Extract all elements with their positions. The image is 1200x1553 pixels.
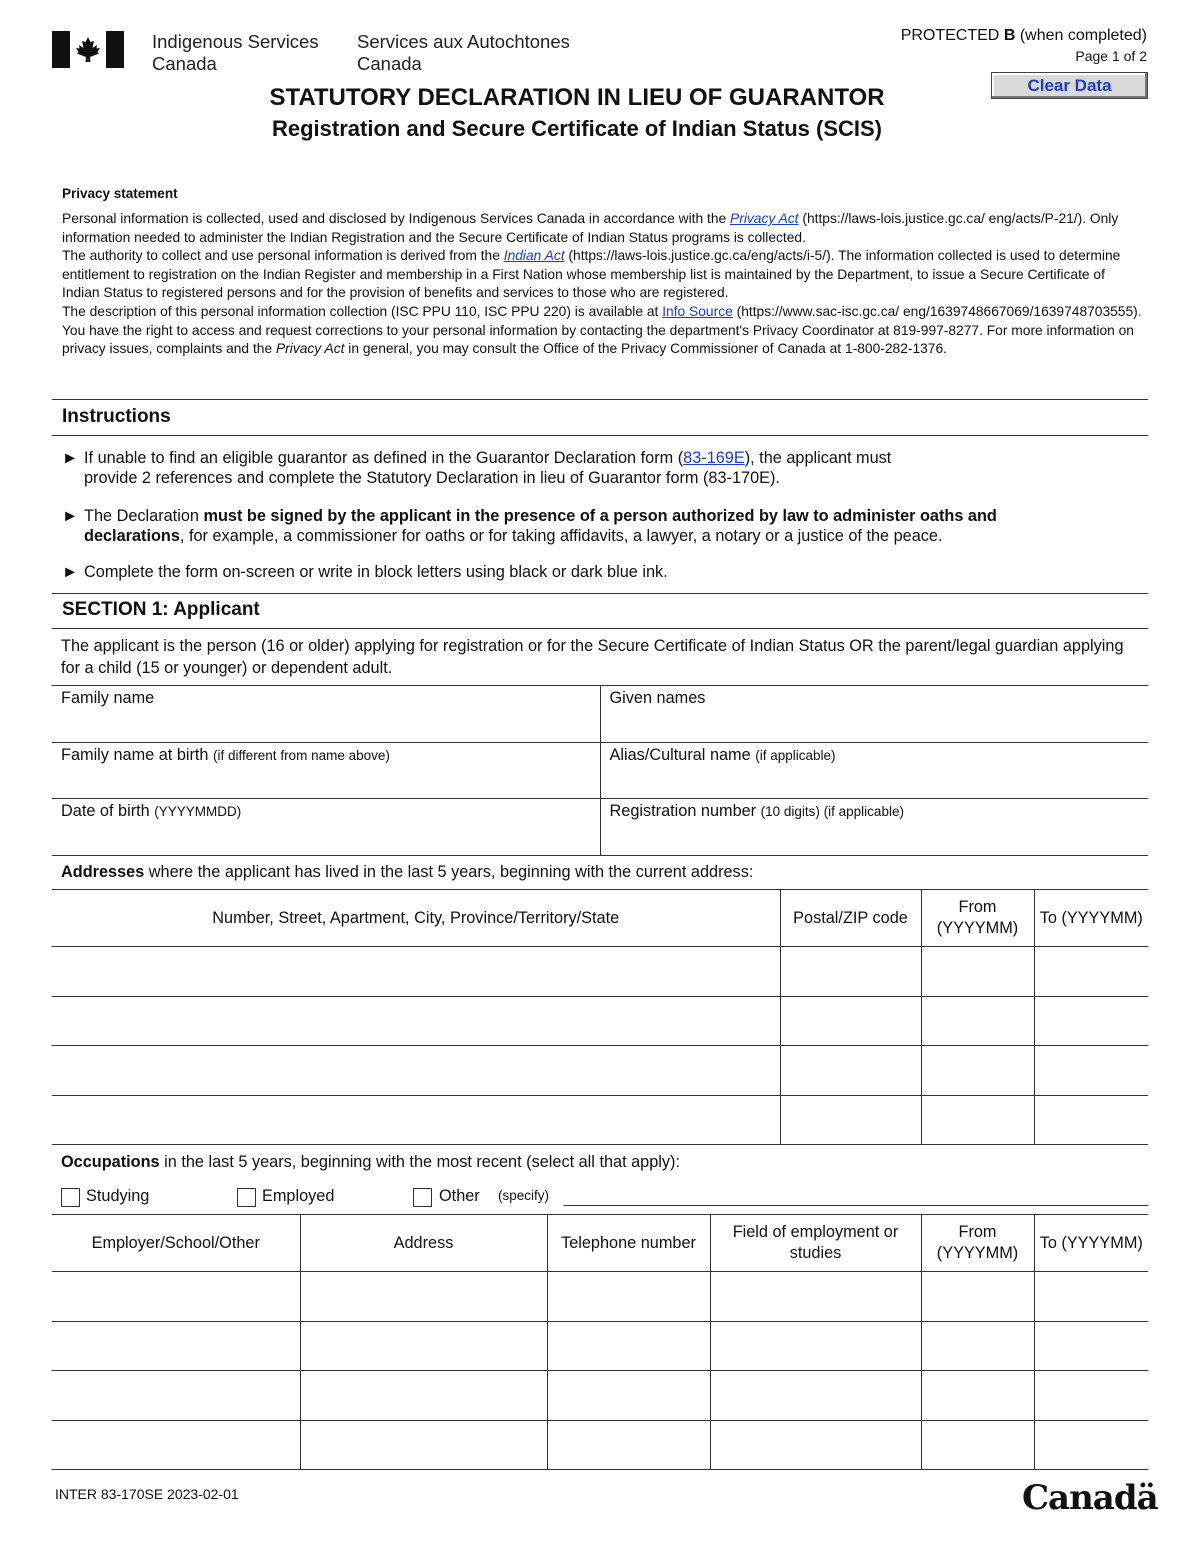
table-row: [52, 1371, 1148, 1421]
col-from: From (YYYYMM): [921, 1215, 1034, 1272]
other-label: Other: [439, 1187, 480, 1205]
form-code: INTER 83-170SE 2023-02-01: [55, 1486, 239, 1502]
form-subtitle: Registration and Secure Certificate of Indian Status (SCIS): [272, 116, 882, 141]
instruction-item: ► If unable to find an eligible guarantor as defined in the Guarantor Declaration form (83-169E), the applicant must provide 2 references and complete the Statutory Declaration in lieu of Guarantor form (83-170E).: [62, 449, 892, 487]
to-cell[interactable]: [1034, 1371, 1148, 1421]
instructions-heading: Instructions: [62, 406, 171, 427]
address-cell[interactable]: [52, 947, 780, 997]
postal-cell[interactable]: [780, 1095, 921, 1145]
other-specify-input[interactable]: [564, 1205, 1148, 1206]
to-cell[interactable]: [1034, 1095, 1148, 1145]
section1-intro: The applicant is the person (16 or older) applying for registration or for the Secure Certificate of Indian Status OR the parent/legal guardian applying for a child (15 or younger) or dependent adult.: [61, 637, 1124, 677]
col-employer: Employer/School/Other: [52, 1215, 300, 1272]
privacy-statement: Personal information is collected, used and disclosed by Indigenous Services Canada in accordance with the Privacy Act (https://laws-lois.justice.gc.ca/ eng/acts/P-21/). Only information needed to administer the Indian Registration and the Secure Certificate of Indian Status programs is collected. The authority to collect and use personal information is derived from the Indian Act (https://laws-lois.justice.gc.ca/eng/acts/i-5/). The information collected is used to determine entitlement to registration on the Indian Register and membership in a First Nation whose membership list is maintained by the Department, to issue a Secure Certificate of Indian Status to registered persons and for the provision of benefits and services to those who are registered. The description of this personal information collection (ISC PPU 110, ISC PPU 220) is available at Info Source (https://www.sac-isc.gc.ca/ eng/1639748667069/1639748703555). You have the right to access and request corrections to your personal information by contacting the department's Privacy Coordinator at 819-997-8277. For more information on privacy issues, complaints and the Privacy Act in general, you may consult the Office of the Privacy Commissioner of Canada at 1-800-282-1376.: [62, 211, 1142, 357]
col-address: Address: [300, 1215, 547, 1272]
to-cell[interactable]: [1034, 1272, 1148, 1322]
address-cell[interactable]: [52, 1095, 780, 1145]
to-cell[interactable]: [1034, 947, 1148, 997]
privacy-heading: Privacy statement: [62, 186, 178, 201]
canada-flag-logo: [52, 31, 124, 68]
employer-cell[interactable]: [52, 1371, 300, 1421]
from-cell[interactable]: [921, 947, 1034, 997]
registration-number-field[interactable]: Registration number (10 digits) (if applicable): [600, 799, 1148, 856]
department-name-english: Indigenous Services Canada: [152, 31, 319, 74]
studying-label: Studying: [86, 1187, 150, 1205]
to-cell[interactable]: [1034, 1420, 1148, 1470]
info-source-link[interactable]: Info Source: [662, 303, 733, 319]
employer-cell[interactable]: [52, 1321, 300, 1371]
telephone-cell[interactable]: [547, 1420, 710, 1470]
field-cell[interactable]: [710, 1272, 921, 1322]
employed-label: Employed: [262, 1187, 335, 1205]
address-cell[interactable]: [300, 1371, 547, 1421]
postal-cell[interactable]: [780, 1046, 921, 1096]
applicant-info-table: [52, 685, 1148, 856]
col-from: From (YYYYMM): [921, 890, 1034, 947]
address-cell[interactable]: [300, 1321, 547, 1371]
from-cell[interactable]: [921, 1272, 1034, 1322]
col-address: Number, Street, Apartment, City, Province/Territory/State: [52, 890, 780, 947]
instruction-item: ► Complete the form on-screen or write in block letters using black or dark blue ink.: [62, 563, 668, 581]
from-cell[interactable]: [921, 1046, 1034, 1096]
clear-data-button[interactable]: Clear Data: [991, 72, 1148, 99]
section1-heading: SECTION 1: Applicant: [62, 599, 260, 620]
from-cell[interactable]: [921, 1420, 1034, 1470]
table-row: [52, 1272, 1148, 1322]
address-cell[interactable]: [52, 1046, 780, 1096]
date-of-birth-field[interactable]: Date of birth (YYYYMMDD): [52, 799, 600, 856]
col-postal-code: Postal/ZIP code: [780, 890, 921, 947]
studying-checkbox[interactable]: [61, 1188, 80, 1207]
occupations-table: [52, 1214, 1148, 1470]
from-cell[interactable]: [921, 1321, 1034, 1371]
from-cell[interactable]: [921, 1095, 1034, 1145]
from-cell[interactable]: [921, 996, 1034, 1046]
divider: [52, 628, 1148, 629]
indian-act-link[interactable]: Indian Act: [503, 248, 565, 264]
form-title: STATUTORY DECLARATION IN LIEU OF GUARANTOR: [269, 84, 885, 111]
table-row: [52, 996, 1148, 1046]
other-checkbox[interactable]: [413, 1188, 432, 1207]
address-cell[interactable]: [52, 996, 780, 1046]
addresses-label: Addresses where the applicant has lived in the last 5 years, beginning with the current address:: [61, 863, 754, 881]
to-cell[interactable]: [1034, 996, 1148, 1046]
page-indicator: Page 1 of 2: [1075, 48, 1147, 64]
family-name-at-birth-field[interactable]: Family name at birth (if different from name above): [52, 742, 600, 799]
telephone-cell[interactable]: [547, 1371, 710, 1421]
divider: [52, 399, 1148, 400]
specify-label: (specify): [498, 1188, 550, 1203]
table-row: [52, 947, 1148, 997]
postal-cell[interactable]: [780, 947, 921, 997]
field-cell[interactable]: [710, 1371, 921, 1421]
protected-label: PROTECTED B (when completed): [900, 27, 1147, 44]
addresses-table: [52, 889, 1148, 1145]
employed-checkbox[interactable]: [237, 1188, 256, 1207]
divider: [52, 435, 1148, 436]
telephone-cell[interactable]: [547, 1321, 710, 1371]
col-field: Field of employment or studies: [710, 1215, 921, 1272]
department-name-french: Services aux Autochtones Canada: [357, 31, 570, 74]
postal-cell[interactable]: [780, 996, 921, 1046]
alias-field[interactable]: Alias/Cultural name (if applicable): [600, 742, 1148, 799]
employer-cell[interactable]: [52, 1420, 300, 1470]
address-cell[interactable]: [300, 1272, 547, 1322]
table-row: [52, 1321, 1148, 1371]
instruction-item: ► The Declaration must be signed by the applicant in the presence of a person authorized by law to administer oaths and declarations, for example, a commissioner for oaths or for taking affidavits, a lawyer, a notary or a justice of the peace.: [62, 507, 997, 545]
col-to: To (YYYYMM): [1034, 1215, 1148, 1272]
guarantor-form-link[interactable]: 83-169E: [683, 449, 745, 467]
field-cell[interactable]: [710, 1321, 921, 1371]
privacy-act-link[interactable]: Privacy Act: [730, 211, 799, 226]
col-to: To (YYYYMM): [1034, 890, 1148, 947]
from-cell[interactable]: [921, 1371, 1034, 1421]
to-cell[interactable]: [1034, 1321, 1148, 1371]
table-row: [52, 1046, 1148, 1096]
divider: [52, 593, 1148, 594]
col-telephone: Telephone number: [547, 1215, 710, 1272]
table-row: [52, 1095, 1148, 1145]
address-cell[interactable]: [300, 1420, 547, 1470]
employer-cell[interactable]: [52, 1272, 300, 1322]
telephone-cell[interactable]: [547, 1272, 710, 1322]
field-cell[interactable]: [710, 1420, 921, 1470]
family-name-field[interactable]: Family name: [52, 686, 600, 743]
given-names-field[interactable]: Given names: [600, 686, 1148, 743]
table-row: [52, 1420, 1148, 1470]
canada-wordmark: Canadä: [1022, 1478, 1158, 1518]
to-cell[interactable]: [1034, 1046, 1148, 1096]
occupations-label: Occupations in the last 5 years, beginning with the most recent (select all that apply):: [61, 1153, 680, 1171]
